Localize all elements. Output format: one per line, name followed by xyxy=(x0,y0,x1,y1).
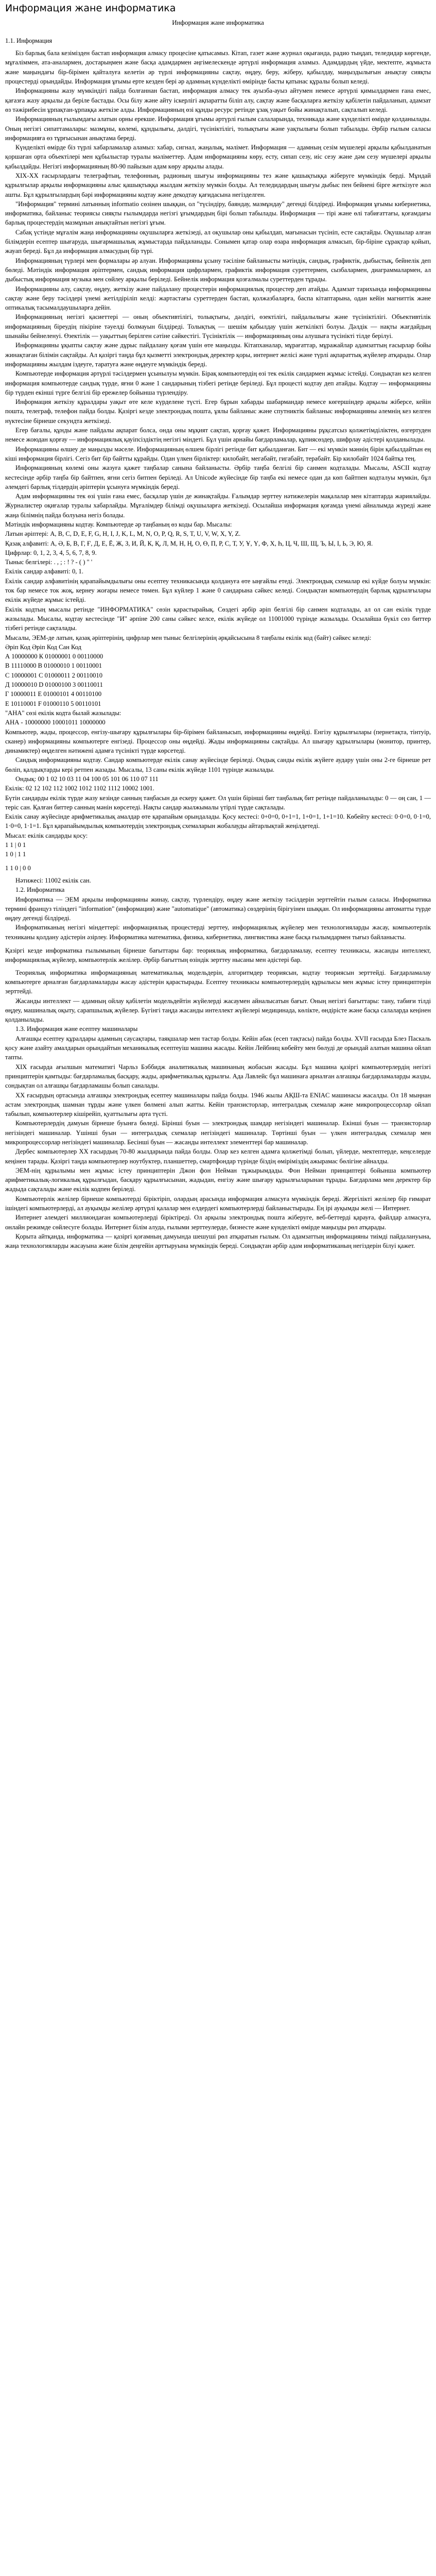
paragraph: Сабақ үстінде мұғалім жаңа информацияны оқушыларға жеткізеді, ал оқушылар оны қабылдап, мағынасын түсініп, есте сақтайды. Оқушылар алған білімдерін есептер шығаруда, шығармашылық жұмыстарда пайдаланады. Сонымен қатар олар өзара информация алмасып, бір-біріне сұрақтар қойып, жауап береді. Бұл да информация алмасудың бір түрі. xyxy=(5,228,431,255)
document-body xyxy=(5,36,431,1251)
paragraph: 1 0 | 1 1 xyxy=(5,851,26,858)
paragraph: Информацияны жазу мүмкiндiгi пайда болғаннан бастап, информация алмасу тек ауызба-ауыз айтумен немесе әртүрлi қимылдармен ғана емес, қағазға жазу арқылы да берiле бастады. Осы бiлу және айту iскерлiгi ақпаратты бiлiп алу, сақтау және басқаларға жеткiзу қабiлетiн пайдаланып, адамзат өз тәжiрибесiн ұрпақтан-ұрпаққа жеткiзе алды. Информацияның өзi құнды ресурс ретiнде ұзақ уақыт бойы жинақталып, сақталып келедi. xyxy=(5,87,431,113)
paragraph: Информация жеткізу құралдары уақыт өте келе күрделене түсті. Егер бұрын хабарды шабармандар немесе көгершіндер арқылы жіберсе, кейін пошта, телеграф, телефон пайда болды. Қазіргі кезде электрондық пошта, ұялы байланыс және спутниктік байланыс информацияны әлемнің кез келген нүктесіне бірнеше секундта жеткізеді. xyxy=(5,398,431,425)
paragraph: Сандық информацияны кодтау. Сандар компьютерде екілік санау жүйесінде беріледі. Ондық санды екілік жүйеге аудару үшін оны 2-ге бірнеше рет бөліп, қалдықтарды кері ретпен жазады. Мысалы, 13 саны екілік жүйеде 1101 түрінде жазылады. xyxy=(5,756,431,773)
paragraph: Қазақ алфавиті: А, Ә, Б, В, Г, Ғ, Д, Е, Ё, Ж, З, И, Й, К, Қ, Л, М, Н, Ң, О, Ө, П, Р, С, Т, У, Ұ, Ү, Ф, Х, Һ, Ц, Ч, Ш, Щ, Ъ, Ы, І, Ь, Э, Ю, Я. xyxy=(5,539,373,547)
paragraph: Алғашқы есептеу құралдары адамның саусақтары, таяқшалар мен тастар болды. Кейін абак (есеп тақтасы) пайда болды. XVII ғасырда Блез Паскаль қосу және азайту амалдарын орындайтын механикалық есептеуіш машина жасады. Кейін Лейбниц көбейту мен бөлуді де орындай алатын машина ойлап тапты. xyxy=(5,1035,431,1061)
paragraph: Мәтіндік информацияны кодтау. Компьютерде әр таңбаның өз коды бар. Мысалы: xyxy=(5,520,232,528)
paragraph: Күнделiктi өмiрде бiз түрлi хабарламалар аламыз: хабар, сигнал, жаңалық, мәлiмет. Информация — адамның сезiм мүшелерi арқылы қабылданатын қоршаған орта объектiлерi мен құбылыстар туралы мәлiметтер. Адам информацияны көру, есту, сипап сезу, иiс сезу және дәм сезу мүшелерi арқылы қабылдайды. Негiзгi информацияның 80-90 пайызын адам көру арқылы алады. xyxy=(5,144,431,170)
paragraph: Информацияны алу, сақтау, өңдеу, жеткізу және пайдалану процестерін информациялық процестер деп атайды. Адамзат тарихында информацияны сақтау және беру тәсілдері үнемі жетілдіріліп келді: жартастағы суреттерден бастап, қолжазбаларға, баспа кітаптарына, одан кейін магниттік және оптикалық тасымалдаушыларға дейін. xyxy=(5,285,431,312)
section-heading: 1 1 0 | 0 0 xyxy=(5,864,31,872)
paragraph: 1.3. Информация және есептеу машиналары xyxy=(15,1025,138,1033)
paragraph: Бүтін сандарды екілік түрде жазу кезінде санның таңбасын да ескеру қажет. Ол үшін бірінші бит таңбалық бит ретінде пайдаланылады: 0 — оң сан, 1 — теріс сан. Қалған биттер санның мәнін көрсетеді. Нақты сандар жылжымалы үтірлі түрде сақталады. xyxy=(5,794,431,811)
paragraph: Тыныс белгілері: . , ; : ! ? - ( ) " ' xyxy=(5,558,93,566)
paragraph: XX ғасырдың ортасында алғашқы электрондық есептеу машиналары пайда болды. 1946 жылы АҚШ-та ENIAC машинасы жасалды. Ол 18 мыңнан астам электрондық шамнан тұрды және үлкен бөлмені алып жатты. Кейін транзисторлар, интегралдық схемалар және микропроцессорлар ойлап табылып, компьютерлер кішірейіп, қуаттылығы арта түсті. xyxy=(5,1091,431,1118)
paragraph: Әріп Код Әріп Код Сан Код xyxy=(5,643,82,651)
paragraph: Интернет әлемдегі миллиондаған компьютерлерді біріктіреді. Ол арқылы электрондық пошта жіберуге, веб-беттерді қарауға, файлдар алмасуға, онлайн режимде сөйлесуге болады. Интернет білім алуда, ғылыми зерттеулерде, бизнесте және күнделікті өмірде маңызды рөл атқарады. xyxy=(5,1214,431,1231)
paragraph: Информацияның көлемі оны жазуға қажет таңбалар санына байланысты. Әрбір таңба белгілі бір санмен кодталады. Мысалы, ASCII кодтау кестесінде әрбір таңба бір байтпен, яғни сегіз битпен беріледі. Ал Unicode жүйесінде бір таңба екі немесе одан да көп байтпен кодталуы мүмкін, бұл әлемдегі барлық тілдердің әріптерін ұсынуға мүмкіндік береді. xyxy=(5,464,431,490)
paragraph: Мысал: екілік сандарды қосу: xyxy=(5,832,88,839)
paragraph: Информацияны өлшеу де маңызды мәселе. Информацияның өлшем бірлігі ретінде бит қабылданған. Бит — екі мүмкін мәннің бірін қабылдайтын ең кіші информация бірлігі. Сегіз бит бір байтты құрайды. Одан үлкен бірліктер: килобайт, мегабайт, гигабайт, терабайт. Бір килобайт 1024 байтқа тең. xyxy=(5,445,431,462)
paragraph: Екілік сандар алфавиті: 0, 1. xyxy=(5,568,83,575)
paragraph: XIX ғасырда ағылшын математигі Чарльз Бэббидж аналитикалық машинаның жобасын жасады. Бұл машина қазіргі компьютерлердің негізгі принциптерін қамтыды: бағдарламалық басқару, жады, арифметикалық құрылғы. Ада Лавлейс бұл машинаға арналған алғашқы бағдарламаларды жазды, сондықтан ол алғашқы бағдарламашы болып саналады. xyxy=(5,1063,431,1090)
paragraph: Егер бағалы, құнды және пайдалы ақпарат болса, онда оны мұқият сақтап, қорғау қажет. Информацияны рұқсатсыз қолжетімділіктен, өзгертуден немесе жоюдан қорғау — информациялық қауіпсіздіктің негізгі міндеті. Бұл үшін арнайы бағдарламалар, құпиясөздер, шифрлау әдістері қолданылады. xyxy=(5,427,431,444)
section-heading: 1.1. Информация xyxy=(5,37,53,44)
paragraph: Информацияның ғылымдағы алатын орны ерекше. Информация ұғымы әртүрлi ғылым салаларында, техникада және күнделiктi өмiрде қолданылады. Оның негiзгi сипаттамалары: мазмұны, көлемi, құндылығы, дәлдiгi, түсiнiктiлiгi, толықтығы және уақтылығы болып табылады. Әрбiр ғылым саласы информацияға өз тұрғысынан анықтама бередi. xyxy=(5,115,431,142)
paragraph: Ондық: 00 1 02 10 03 11 04 100 05 101 06 110 07 111 xyxy=(15,775,159,783)
paragraph: Информацияның негізгі қасиеттері — оның объективтілігі, толықтығы, дәлдігі, өзектілігі, пайдалылығы және түсініктілігі. Объективтілік информацияның біреудің пікіріне тәуелді болмауын білдіреді. Толықтық — шешім қабылдау үшін жеткілікті болуы. Дәлдік — нақты жағдайдың шынайы бейнеленуі. Өзектілік — уақыттың берілген сәтіне сәйкестігі. Түсініктілік — информацияның оны алушыға түсінікті тілде берілуі. xyxy=(5,313,431,340)
paragraph: Бiз барлық бала кезiмiзден бастап информация алмасу процесiне қатысамыз. Кiтап, газет және журнал оқығанда, радио тыңдап, теледидар көргенде, мұғалiммен, ата-аналармен, достарыңмен және басқа адамдармен әңгiмелескенде әртүрлi информация аламыз. Адамдардың үйде, мектепте, жұмыста және маңындағы бiр-бiрiмен қайталуға келетін әр түрлi информацияны сақтау, өңдеу, беру, жiберу, қабылдау, маңыздылығын анықтау сияқты процестердi орындайды. Информация ұғымы ерте кезден бері әр адамның күнделiктi өмiрiнде басты қатынас құралы болып келедi. xyxy=(5,49,431,86)
document-page xyxy=(0,0,436,1251)
paragraph: Компьютерде информация әртүрлі тәсілдермен ұсынылуы мүмкін. Бірақ компьютердің өзі тек екілік сандармен жұмыс істейді. Сондықтан кез келген информация компьютерде сандық түрде, яғни 0 және 1 сандарының тізбегі ретінде беріледі. Бұл процесті кодтау деп атайды. Кодтау — информацияны бір түрден екінші түрге белгілі бір ережелер бойынша түрлендіру. xyxy=(5,370,431,396)
paragraph: Нәтижесі: 11002 екілік сан. xyxy=(15,876,91,884)
paragraph: АНА - 10000000 10001011 10000000 xyxy=(5,719,106,726)
paragraph: Информацияны ұқыпты сақтау және дұрыс пайдалану қоғам үшін өте маңызды. Кітапханалар, мұрағаттар, мұражайлар адамзаттың ғасырлар бойы жинақтаған білімін сақтайды. Ал қазіргі таңда бұл қызметті электрондық деректер қоры, интернет желісі және түрлі ақпараттық жүйелер атқарады. Олар информацияны жылдам іздеуге, таратуға және өңдеуге мүмкіндік береді. xyxy=(5,342,431,368)
paragraph: Мысалы, ЭЕМ-де латын, қазақ әріптерінің, цифрлар мен тыныс белгілерінің әрқайсысына 8 таңбалы екілік код (байт) сәйкес келеді: xyxy=(5,634,372,641)
paragraph: 1 1 | 0 1 xyxy=(5,841,26,849)
paragraph: ХIХ-ХХ ғасырлардағы телеграфтың, телефонның, радионың шығуы информацияны тез және қашықтыққа жiберуге мүмкiндiк бердi. Мұндай құрылғылар арқылы информацияны алыс қашықтыққа жылдам жеткiзу мүмкiн болды. Ал теледидардың шығуы дыбыс пен бейненi бiрге жеткiзуге жол ашты. Бұл құрылғылардың бәрi информацияны кодтау және декодтау қағидасына негiзделген. xyxy=(5,172,431,198)
paragraph: Теориялық информатика информацияның математикалық модельдерін, алгоритмдер теориясын, кодтау теориясын зерттейді. Бағдарламалау компьютерге арналған бағдарламаларды жасау әдістерін қарастырады. Есептеу техникасы компьютерлердің құрылысы мен жұмыс істеу принциптерін зерттейді. xyxy=(5,969,431,995)
paragraph: А 10000000 К 01000001 0 00110000 xyxy=(5,653,103,660)
paragraph: Екілік сандар алфавитінің қарапайымдылығы оны есептеу техникасында қолдануға өте ыңғайлы етеді. Электрондық схемалар екі күйде болуы мүмкін: ток бар немесе ток жоқ, кернеу жоғары немесе төмен. Бұл күйлер 1 және 0 сандарына сәйкес келеді. Сондықтан компьютердің барлық құрылғылары екілік жүйеде жұмыс істейді. xyxy=(5,577,431,604)
paragraph: Цифрлар: 0, 1, 2, 3, 4, 5, 6, 7, 8, 9. xyxy=(5,549,97,556)
paragraph: Компьютерлік желілер бірнеше компьютерді біріктіріп, олардың арасында информация алмасуға мүмкіндік береді. Жергілікті желілер бір ғимарат ішіндегі компьютерлерді, ал ауқымды желілер әртүрлі қалалар мен елдердегі компьютерлерді байланыстырады. Ең ірі ауқымды желі — Интернет. xyxy=(5,1195,431,1212)
paragraph: Жасанды интеллект — адамның ойлау қабілетін модельдейтін жүйелерді жасаумен айналысатын бағыт. Оның негізгі бағыттары: тану, табиғи тілді өңдеу, машиналық оқыту, сарапшылық жүйелер. Бүгінгі таңда жасанды интеллект жүйелері медицинада, көлікте, өндірісте және басқа салаларда кеңінен қолданылады. xyxy=(5,997,431,1024)
section-heading: Қазіргі кезде информатика ғылымының бірнеше бағыттары бар: теориялық информатика, бағдарламалау, есептеу техникасы, жасанды интеллект, информациялық жүйелер, компьютерлік желілер. Әрбір бағыттың өзіндік зерттеу нысаны мен әдістері бар. xyxy=(5,947,431,964)
paragraph: Латын әріптері: A, B, C, D, E, F, G, H, I, J, K, L, M, N, O, P, Q, R, S, T, U, V, W, X, Y, Z. xyxy=(5,530,241,538)
paragraph: Екілік кодтың мысалы ретінде "ИНФОРМАТИКА" сөзін қарастырайық. Сөздегі әрбір әріп белгілі бір санмен кодталады, ал ол сан екілік түрде жазылады. Мысалы, кодтау кестесінде "И" әрпіне 200 саны сәйкес келсе, екілік жүйеде ол 11001000 түрінде жазылады. Осылайша бүкіл сөз биттер тізбегі ретінде сақталады. xyxy=(5,605,431,632)
paragraph: Е 10110001 F 01000110 5 00110101 xyxy=(5,700,101,707)
paragraph: Қорыта айтқанда, информатика — қазіргі қоғамның дамуында шешуші рөл атқаратын ғылым. Ол адамзаттың информацияны тиімді пайдалануына, жаңа технологияларды жасауына және білім деңгейін арттыруына мүмкіндік береді. Сондықтан әрбір адам информатиканың негіздерін білуі қажет. xyxy=(5,1232,431,1250)
paragraph: Д 10000010 D 01000100 3 00110011 xyxy=(5,681,103,689)
paragraph: Компьютер, жады, процессор, енгізу-шығару құрылғылары бір-бірімен байланысып, информацияны өңдейді. Енгізу құрылғылары (пернетақта, тінтуір, сканер) информацияны компьютерге енгізеді. Процессор оны өңдейді. Жады информацияны сақтайды. Ал шығару құрылғылары (монитор, принтер, динамиктер) өңделген нәтижені адамға түсінікті түрде көрсетеді. xyxy=(5,728,431,755)
paragraph: Компьютерлердің дамуын бірнеше буынға бөледі. Бірінші буын — электрондық шамдар негізіндегі машиналар. Екінші буын — транзисторлар негізіндегі машиналар. Үшінші буын — интегралдық схемалар негізіндегі машиналар. Төртінші буын — үлкен интегралдық схемалар мен микропроцессорлар негізіндегі машиналар. Бесінші буын — жасанды интеллект элементтері бар машиналар. xyxy=(5,1120,431,1146)
document-title: Информация жане информатика xyxy=(5,3,176,14)
paragraph: Г 10000011 Е 01000101 4 00110100 xyxy=(5,690,102,698)
paragraph: В 11110000 В 01000010 1 00110001 xyxy=(5,662,102,670)
paragraph: Дербес компьютерлер XX ғасырдың 70-80 жылдарында пайда болды. Олар кез келген адамға қолжетімді болып, үйлерде, мектептерде, кеңселерде кеңінен тарады. Қазіргі таңда компьютерлер ноутбуктер, планшеттер, смартфондар түрінде біздің өміріміздің ажырамас бөлігіне айналды. xyxy=(5,1148,431,1165)
paragraph: ЭЕМ-нің құрылымы мен жұмыс істеу принциптерін Джон фон Нейман тұжырымдады. Фон Нейман принциптері бойынша компьютер арифметикалық-логикалық құрылғыдан, басқару құрылғысынан, жадыдан, енгізу және шығару құрылғыларынан тұрады. Бағдарлама мен деректер бір жадыда сақталады және екілік кодпен беріледі. xyxy=(5,1166,431,1193)
paragraph: "АНА" сөзі екілік кодта былай жазылады: xyxy=(5,709,121,717)
document-subtitle: Информация жане информатика xyxy=(172,18,264,26)
paragraph: Информатиканың негізгі міндеттері: информациялық процестерді зерттеу, информациялық жүйелер мен технологияларды жасау, компьютерлік техниканы қолдану әдістерін әзірлеу. Информатика математика, физика, кибернетика, лингвистика және басқа ғылымдармен тығыз байланысты. xyxy=(5,924,431,941)
paragraph: 1.2. Информатика xyxy=(15,886,65,894)
paragraph: Информатика — ЭЕМ арқылы информацияны жинау, сақтау, түрлендіру, өңдеу және жеткізу тәсілдерін зерттейтін ғылым саласы. Информатика термині француз тіліндегі "information" (информация) және "automatique" (автоматика) сөздерінің бірігуінен шыққан. Ол информацияны автоматты түрде өңдеу дегенді білдіреді. xyxy=(5,895,431,922)
paragraph: С 10000001 С 01000011 2 00110010 xyxy=(5,671,103,679)
paragraph: Адам информацияны тек өзі үшін ғана емес, басқалар үшін де жинақтайды. Ғалымдар зерттеу нәтижелерін мақалалар мен кітаптарда жариялайды. Журналистер оқиғалар туралы хабарлайды. Мұғалімдер білімді оқушыларға жеткізеді. Осылайша информация қоғамда үнемі айналымда жүреді және жаңа білімнің пайда болуына негіз болады. xyxy=(5,493,431,519)
paragraph: "Информация" термині латынның informatio сөзінен шыққан, ол "түсіндіру, баяндау, мазмұндау" дегенді білдіреді. Информация ұғымы кибернетика, информатика, байланыс теориясы сияқты ғылымдарда негізгі ұғымдардың бірі болып табылады. Информация — тірі және өлі табиғаттағы, қоғамдағы барлық процестердің мазмұнын анықтайтын негізгі ұғым. xyxy=(5,200,431,227)
paragraph: Екілік санау жүйесінде арифметикалық амалдар өте қарапайым орындалады. Қосу кестесі: 0+0=0, 0+1=1, 1+0=1, 1+1=10. Көбейту кестесі: 0·0=0, 0·1=0, 1·0=0, 1·1=1. Бұл қарапайымдылық компьютердің электрондық схемаларын жобалауды айтарлықтай жеңілдетеді. xyxy=(5,813,431,830)
paragraph: Екілік: 02 12 102 112 1002 1012 1102 1112 10002 1001. xyxy=(5,785,154,792)
paragraph: Информацияның түрлері мен формалары әр алуан. Информацияны ұсыну тәсіліне байланысты мәтіндік, сандық, графиктік, дыбыстық, бейнелік деп бөледі. Мәтіндік информация әріптермен, сандық информация цифрлармен, графиктік информация суреттермен, сызбалармен, диаграммалармен, ал дыбыстық информация музыка мен сөйлеу арқылы беріледі. Бейнелік информация қозғалмалы суреттерден тұрады. xyxy=(5,257,431,283)
